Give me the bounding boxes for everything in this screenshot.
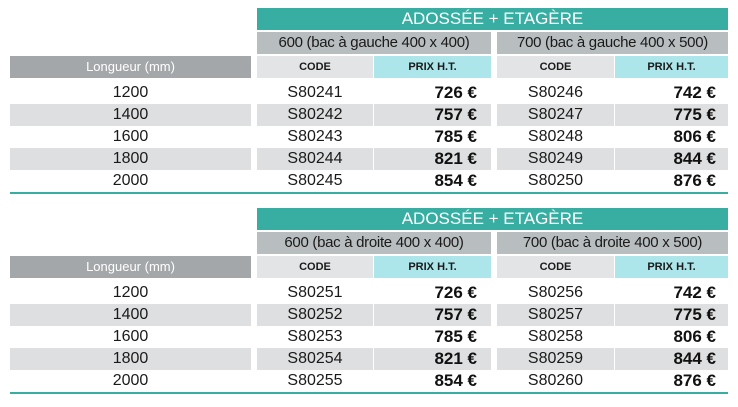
price-cell: 806 € bbox=[673, 127, 716, 146]
table-bottom-rule bbox=[10, 392, 728, 394]
length-cell: 2000 bbox=[112, 172, 149, 189]
length-cell: 1200 bbox=[112, 284, 149, 301]
code-cell: S80241 bbox=[287, 84, 343, 101]
code-cell: S80260 bbox=[527, 372, 584, 389]
group-header-700: 700 (bac à droite 400 x 500) bbox=[497, 232, 728, 254]
code-cell: S80259 bbox=[497, 348, 614, 370]
price-cell: 775 € bbox=[615, 104, 728, 126]
code-cell: S80248 bbox=[527, 128, 584, 145]
price-cell: 726 € bbox=[434, 283, 477, 302]
group-header-600: 600 (bac à gauche 400 x 400) bbox=[257, 32, 491, 54]
price-cell: 806 € bbox=[673, 327, 716, 346]
length-header: Longueur (mm) bbox=[10, 56, 251, 78]
length-cell: 1400 bbox=[10, 304, 251, 326]
code-header: CODE bbox=[497, 56, 614, 78]
length-cell: 1800 bbox=[10, 148, 251, 170]
group-header-700: 700 (bac à gauche 400 x 500) bbox=[497, 32, 728, 54]
table-row bbox=[10, 282, 728, 304]
table-row bbox=[10, 126, 728, 148]
code-cell: S80242 bbox=[257, 104, 373, 126]
code-cell: S80258 bbox=[527, 328, 584, 345]
column-header-row bbox=[10, 56, 728, 78]
table-row bbox=[10, 82, 728, 104]
code-cell: S80245 bbox=[287, 172, 343, 189]
length-header: Longueur (mm) bbox=[10, 256, 251, 278]
price-cell: 785 € bbox=[434, 327, 477, 346]
price-cell: 854 € bbox=[434, 171, 477, 190]
price-header: PRIX H.T. bbox=[615, 256, 728, 278]
code-cell: S80256 bbox=[527, 284, 584, 301]
price-cell: 854 € bbox=[434, 371, 477, 390]
length-cell: 2000 bbox=[112, 372, 149, 389]
price-cell: 785 € bbox=[434, 127, 477, 146]
code-cell: S80249 bbox=[497, 148, 614, 170]
table-row bbox=[10, 170, 728, 192]
length-cell: 1400 bbox=[10, 104, 251, 126]
code-cell: S80243 bbox=[287, 128, 343, 145]
table-row bbox=[10, 148, 728, 170]
table-title-row bbox=[10, 8, 728, 30]
table-row bbox=[10, 348, 728, 370]
price-cell: 876 € bbox=[673, 171, 716, 190]
table-row bbox=[10, 326, 728, 348]
price-header: PRIX H.T. bbox=[615, 56, 728, 78]
table-row bbox=[10, 304, 728, 326]
price-cell: 726 € bbox=[434, 83, 477, 102]
group-header-row bbox=[10, 32, 728, 54]
group-header-row bbox=[10, 232, 728, 254]
code-cell: S80250 bbox=[527, 172, 584, 189]
price-header: PRIX H.T. bbox=[374, 56, 491, 78]
code-cell: S80257 bbox=[497, 304, 614, 326]
price-header: PRIX H.T. bbox=[374, 256, 491, 278]
price-cell: 742 € bbox=[673, 283, 716, 302]
price-cell: 742 € bbox=[673, 83, 716, 102]
code-cell: S80247 bbox=[497, 104, 614, 126]
table-title: ADOSSÉE + ETAGÈRE bbox=[257, 8, 728, 30]
code-cell: S80251 bbox=[287, 284, 343, 301]
price-cell: 775 € bbox=[615, 304, 728, 326]
code-header: CODE bbox=[257, 56, 373, 78]
table-row bbox=[10, 104, 728, 126]
price-cell: 844 € bbox=[615, 348, 728, 370]
price-cell: 876 € bbox=[673, 371, 716, 390]
table-title-row bbox=[10, 208, 728, 230]
table-bottom-rule bbox=[10, 192, 728, 194]
price-cell: 821 € bbox=[374, 148, 491, 170]
code-cell: S80254 bbox=[257, 348, 373, 370]
price-cell: 844 € bbox=[615, 148, 728, 170]
price-cell: 757 € bbox=[374, 304, 491, 326]
price-cell: 757 € bbox=[374, 104, 491, 126]
length-cell: 1200 bbox=[112, 84, 149, 101]
code-header: CODE bbox=[257, 256, 373, 278]
length-cell: 1600 bbox=[112, 128, 149, 145]
length-cell: 1800 bbox=[10, 348, 251, 370]
table-row bbox=[10, 370, 728, 392]
group-header-600: 600 (bac à droite 400 x 400) bbox=[257, 232, 491, 254]
code-cell: S80252 bbox=[257, 304, 373, 326]
table-title: ADOSSÉE + ETAGÈRE bbox=[257, 208, 728, 230]
length-cell: 1600 bbox=[112, 328, 149, 345]
code-header: CODE bbox=[497, 256, 614, 278]
code-cell: S80246 bbox=[527, 84, 584, 101]
price-cell: 821 € bbox=[374, 348, 491, 370]
code-cell: S80244 bbox=[257, 148, 373, 170]
code-cell: S80255 bbox=[287, 372, 343, 389]
code-cell: S80253 bbox=[287, 328, 343, 345]
column-header-row bbox=[10, 256, 728, 278]
